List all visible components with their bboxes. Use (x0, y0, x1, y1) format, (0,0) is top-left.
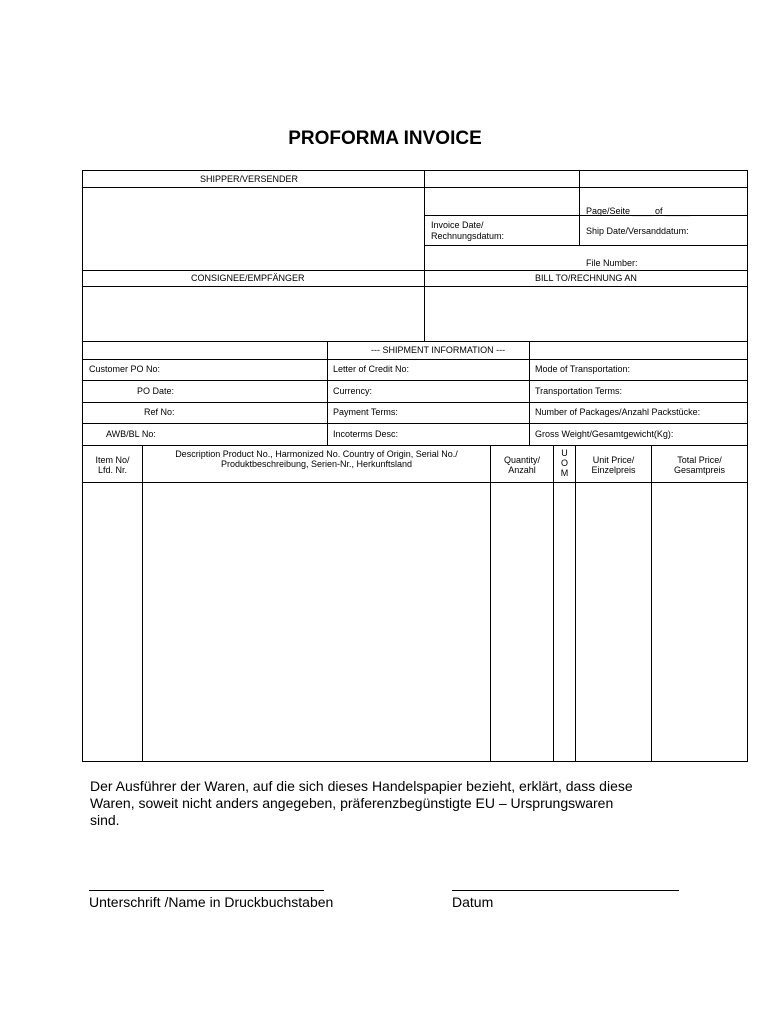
shipment-info-header: --- SHIPMENT INFORMATION --- (371, 345, 506, 355)
transport-mode-field[interactable]: Mode of Transportation: (535, 364, 631, 374)
description-header: Description Product No., Harmonized No. Country of Origin, Serial No./ Produktbeschreibung, Serien-Nr., Herkunftsland (175, 449, 458, 469)
total-price-header: Total Price/ Gesamtpreis (673, 455, 726, 475)
shipper-label: SHIPPER/VERSENDER (200, 174, 299, 184)
unit-price-header: Unit Price/ Einzelpreis (591, 455, 636, 475)
date-label: Datum (452, 894, 494, 910)
bill-to-label: BILL TO/RECHNUNG AN (535, 273, 637, 283)
uom-header: U O M (560, 448, 569, 478)
transport-terms-field[interactable]: Transportation Terms: (535, 386, 623, 396)
quantity-header: Quantity/ Anzahl (503, 455, 541, 475)
currency-field[interactable]: Currency: (333, 386, 373, 396)
letter-of-credit-field[interactable]: Letter of Credit No: (333, 364, 410, 374)
ref-no-field[interactable]: Ref No: (144, 407, 175, 417)
signature-line[interactable] (89, 890, 324, 891)
signature-label: Unterschrift /Name in Druckbuchstaben (89, 894, 334, 910)
consignee-label: CONSIGNEE/EMPFÄNGER (191, 273, 305, 283)
gross-weight-field[interactable]: Gross Weight/Gesamtgewicht(Kg): (535, 429, 674, 439)
payment-terms-field[interactable]: Payment Terms: (333, 407, 398, 417)
page-number-field[interactable]: Page/Seite ____ of _____ (586, 206, 691, 216)
document-title: PROFORMA INVOICE (288, 128, 482, 149)
ship-date-field[interactable]: Ship Date/Versanddatum: (586, 226, 689, 236)
customer-po-field[interactable]: Customer PO No: (89, 364, 161, 374)
file-number-field[interactable]: File Number: (586, 258, 638, 268)
item-no-header: Item No/ Lfd. Nr. (95, 455, 130, 475)
awb-field[interactable]: AWB/BL No: (106, 429, 156, 439)
invoice-date-field[interactable]: Invoice Date/ Rechnungsdatum: (431, 220, 505, 241)
origin-declaration: Der Ausführer der Waren, auf die sich dieses Handelspapier bezieht, erklärt, dass diese Waren, soweit nicht anders angegeben, präferenzbegünstigte EU – Ursprungswaren sind. (90, 778, 633, 828)
po-date-field[interactable]: PO Date: (137, 386, 175, 396)
packages-field[interactable]: Number of Packages/Anzahl Packstücke: (535, 407, 701, 417)
incoterms-field[interactable]: Incoterms Desc: (333, 429, 399, 439)
date-line[interactable] (452, 890, 679, 891)
